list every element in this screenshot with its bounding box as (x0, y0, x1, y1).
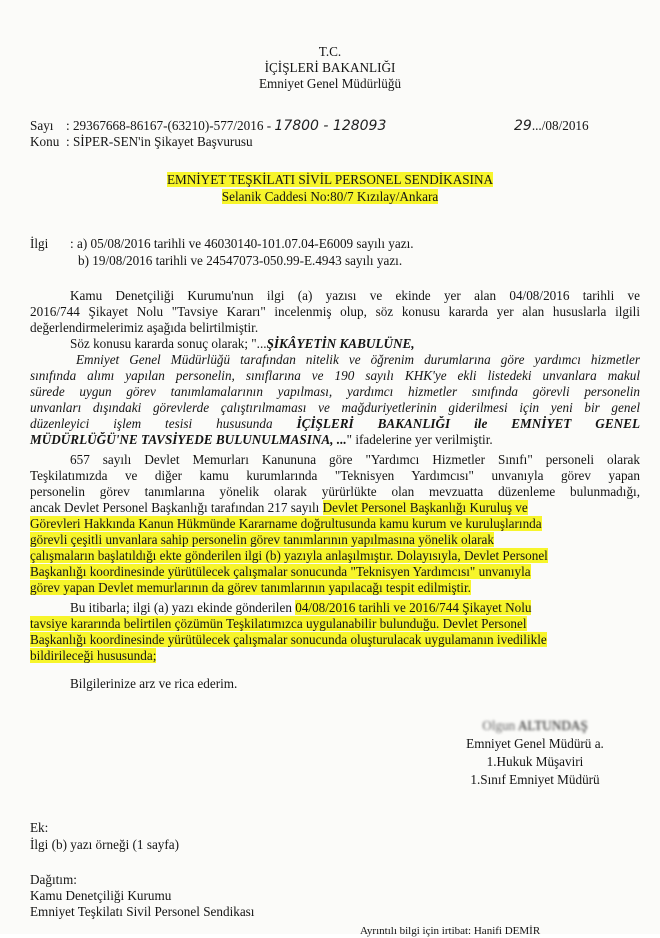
paragraph-1-line-2: 2016/744 Şikayet Nolu "Tavsiye Kararı" incelenmiş olup, söz konusu kararda yer alan hususlarla ilgili (30, 304, 640, 319)
quote-line-5-bold: İÇİŞLERİ BAKANLIĞI ile EMNİYET GENEL (296, 416, 640, 431)
quote-line-3: sürede uygun görev tanımlamalarının yapılması, yardımcı hizmetler sınıfında görevli personelin (30, 384, 640, 399)
header-directorate: Emniyet Genel Müdürlüğü (258, 76, 402, 91)
paragraph-3-line-2: Teşkilatımızda ve diğer kamu kurumlarında "Teknisyen Yardımcısı" unvanıyla görev yapan (30, 468, 640, 483)
konu-label: Konu (30, 134, 60, 149)
paragraph-3-line-5 (30, 516, 542, 532)
paragraph-4-line-3-highlight: Başkanlığı koordinesinde yürütülecek çalışmalar sonucunda oluşturulacak uygulamanın ivedilikle (30, 632, 547, 647)
date-rest: .../08/2016 (531, 118, 589, 133)
dagitim-item-2: Emniyet Teşkilatı Sivil Personel Sendikası (30, 904, 255, 919)
paragraph-2-intro (70, 336, 415, 352)
signature-title-1: Emniyet Genel Müdürü a. (466, 736, 604, 751)
paragraph-3-line-1: 657 sayılı Devlet Memurları Kanununa göre "Yardımcı Hizmetler Sınıfı" personeli olarak (70, 452, 640, 467)
paragraph-4-line-1-highlight: 04/08/2016 tarihli ve 2016/744 Şikayet Nolu (295, 600, 532, 615)
sayi-row (66, 118, 386, 135)
paragraph-4-line-4-highlight: bildirileceği hususunda; (30, 648, 157, 663)
paragraph-3-line-7 (30, 548, 548, 564)
sayi-label: Sayı (30, 118, 54, 133)
contact-info-cut: Ayrıntılı bilgi için irtibat: Hanifi DEMİR (360, 925, 541, 937)
recipient-name-line (0, 172, 660, 188)
quote-line-4: unvanları dışındaki görevlerde çalıştırılmaması ve mağduriyetlerinin giderilmesi için yeni bir genel (30, 400, 640, 415)
header-tc: T.C. (318, 44, 342, 59)
signature-title-3: 1.Sınıf Emniyet Müdürü (470, 772, 600, 787)
signature-last-name: ALTUNDAŞ (517, 718, 588, 733)
paragraph-1-line-3: değerlendirmelerimiz aşağıda belirtilmiştir. (30, 320, 259, 335)
quote-line-2: sınıfında alımı yapılan personelin, sınıflarına ve 190 sayılı KHK'ye ekli listedeki unvanlara makul (30, 368, 640, 383)
quote-line-5-text: düzenleyici işlem tesisi hususunda (30, 416, 273, 431)
paragraph-3-line-4-highlight: Devlet Personel Başkanlığı Kuruluş ve (322, 500, 528, 515)
quote-line-1: Emniyet Genel Müdürlüğü tarafından nitelik ve öğrenim durumlarına göre yardımcı hizmetler (76, 352, 640, 367)
paragraph-3-line-7-highlight: çalışmaların başlatıldığı ekte gönderilen ilgi (b) yazıyla anlaşılmıştır. Dolayısıyla, Devlet Personel (30, 548, 548, 563)
date-handwritten: 29 (514, 118, 532, 134)
ilgi-label: İlgi (30, 236, 49, 251)
paragraph-2-intro-text: Söz konusu kararda sonuç olarak; "... (70, 336, 267, 351)
paragraph-4-line-3 (30, 632, 547, 648)
complaint-accepted: ŞİKÂYETİN KABULÜNE, (266, 336, 415, 351)
paragraph-3-line-6 (30, 532, 494, 548)
paragraph-3-line-9 (30, 580, 471, 596)
paragraph-3-line-5-highlight: Görevleri Hakkında Kanun Hükmünde Kararname doğrultusunda kamu kurum ve kuruluşlarında (30, 516, 542, 531)
paragraph-3-line-8-highlight: Başkanlığı koordinesinde yürütülecek çalışmalar sonucunda "Teknisyen Yardımcısı" unvanıyla (30, 564, 531, 579)
recipient-address-line (0, 189, 660, 205)
paragraph-3-line-3: personelin görev tanımlarına yönelik olarak yürürlükte olan mevzuatta düzenleme bulunmadığı, (30, 484, 640, 499)
ilgi-b: b) 19/08/2016 tarihli ve 24547073-050.99-E.4943 sayılı yazı. (78, 253, 403, 268)
closing-line: Bilgilerinize arz ve rica ederim. (70, 676, 238, 691)
signature-title-2: 1.Hukuk Müşaviri (486, 754, 584, 769)
dagitim-item-1: Kamu Denetçiliği Kurumu (30, 888, 172, 903)
date-row (514, 118, 589, 135)
sayi-value: : 29367668-86167-(63210)-577/2016 - (66, 118, 275, 133)
paragraph-3-line-4-text: ancak Devlet Personel Başkanlığı tarafından 217 sayılı (30, 500, 323, 515)
paragraph-4-line-1-text: Bu itibarla; ilgi (a) yazı ekinde gönderilen (70, 600, 296, 615)
header-ministry: İÇİŞLERİ BAKANLIĞI (264, 60, 396, 75)
ek-label: Ek: (30, 820, 49, 835)
paragraph-3-line-8 (30, 564, 531, 580)
paragraph-3-line-4 (30, 500, 528, 516)
paragraph-4-line-4 (30, 648, 156, 664)
paragraph-4-line-2-highlight: tavsiye kararında belirtilen çözümün Teşkilatımızca uygulanabilir bulunduğu. Devlet Personel (30, 616, 527, 631)
quote-line-6-bold: MÜDÜRLÜĞÜ'NE TAVSİYEDE BULUNULMASINA, ... (30, 432, 347, 447)
paragraph-4-line-1 (70, 600, 531, 616)
recipient-address: Selanik Caddesi No:80/7 Kızılay/Ankara (221, 189, 439, 204)
signature-first-name: Olgun (482, 718, 516, 733)
signature-name (420, 718, 650, 734)
quote-line-5 (30, 416, 640, 432)
quote-line-6 (30, 432, 493, 448)
konu-value: : SİPER-SEN'in Şikayet Başvurusu (66, 134, 253, 149)
paragraph-3-line-9-highlight: görev yapan Devlet memurlarının da görev tanımlarının yapılacağı tespit edilmiştir. (30, 580, 471, 595)
paragraph-1-line-1: Kamu Denetçiliği Kurumu'nun ilgi (a) yazısı ve ekinde yer alan 04/08/2016 tarihli ve (70, 288, 640, 303)
paragraph-3-line-6-highlight: görevli çeşitli unvanlara sahip personelin görev tanımlarının yapılmasına yönelik olarak (30, 532, 494, 547)
dagitim-label: Dağıtım: (30, 872, 77, 887)
ek-item: İlgi (b) yazı örneği (1 sayfa) (30, 837, 180, 852)
sayi-handwritten: 17800 - 128093 (274, 118, 387, 134)
ilgi-a: : a) 05/08/2016 tarihli ve 46030140-101.07.04-E6009 sayılı yazı. (70, 236, 414, 251)
quote-line-6-text: " ifadelerine yer verilmiştir. (346, 432, 493, 447)
paragraph-4-line-2 (30, 616, 527, 632)
recipient-name: EMNİYET TEŞKİLATI SİVİL PERSONEL SENDİKASINA (166, 172, 493, 187)
